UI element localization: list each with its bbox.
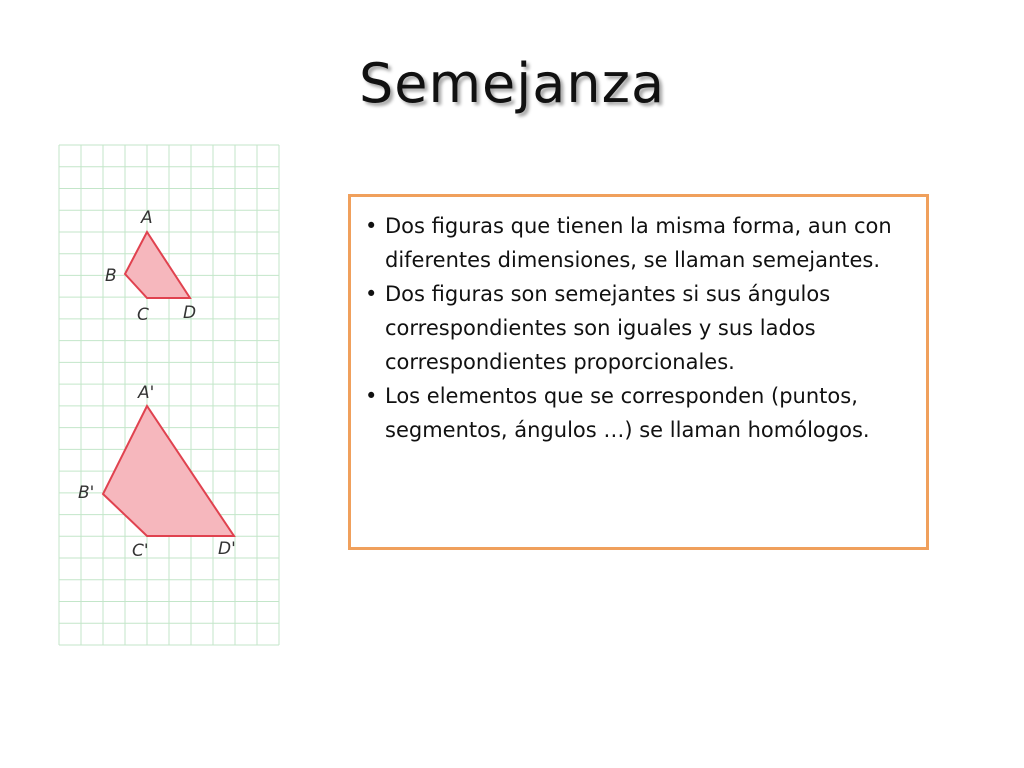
point-label-b: B xyxy=(105,266,117,286)
definition-list xyxy=(365,209,912,447)
bullet-marker: • xyxy=(365,214,378,238)
slide-title: Semejanza xyxy=(358,52,666,115)
point-label-c: C xyxy=(137,305,149,325)
grid-lines xyxy=(59,145,279,645)
point-label-a: A xyxy=(141,208,153,228)
point-label-b-prime: B' xyxy=(78,483,95,503)
small-quadrilateral-abcd xyxy=(125,232,190,298)
definition-item xyxy=(365,209,912,277)
grid-paper xyxy=(58,144,280,646)
definition-box xyxy=(348,194,929,550)
definition-item xyxy=(365,379,912,447)
bullet-marker: • xyxy=(365,384,378,408)
point-label-d: D xyxy=(183,303,197,323)
point-label-a-prime: A' xyxy=(138,383,155,403)
definition-item xyxy=(365,277,912,379)
point-label-d-prime: D' xyxy=(218,539,236,559)
similar-figures-diagram xyxy=(58,144,280,646)
definition-text: Los elementos que se corresponden (puntos, segmentos, ángulos …) se llaman homólogos. xyxy=(385,384,870,442)
definition-text: Dos figuras que tienen la misma forma, aun con diferentes dimensiones, se llaman semejantes. xyxy=(385,214,892,272)
definition-text: Dos figuras son semejantes si sus ángulos correspondientes son iguales y sus lados correspondientes proporcionales. xyxy=(385,282,831,374)
point-label-c-prime: C' xyxy=(132,541,149,561)
bullet-marker: • xyxy=(365,282,378,306)
